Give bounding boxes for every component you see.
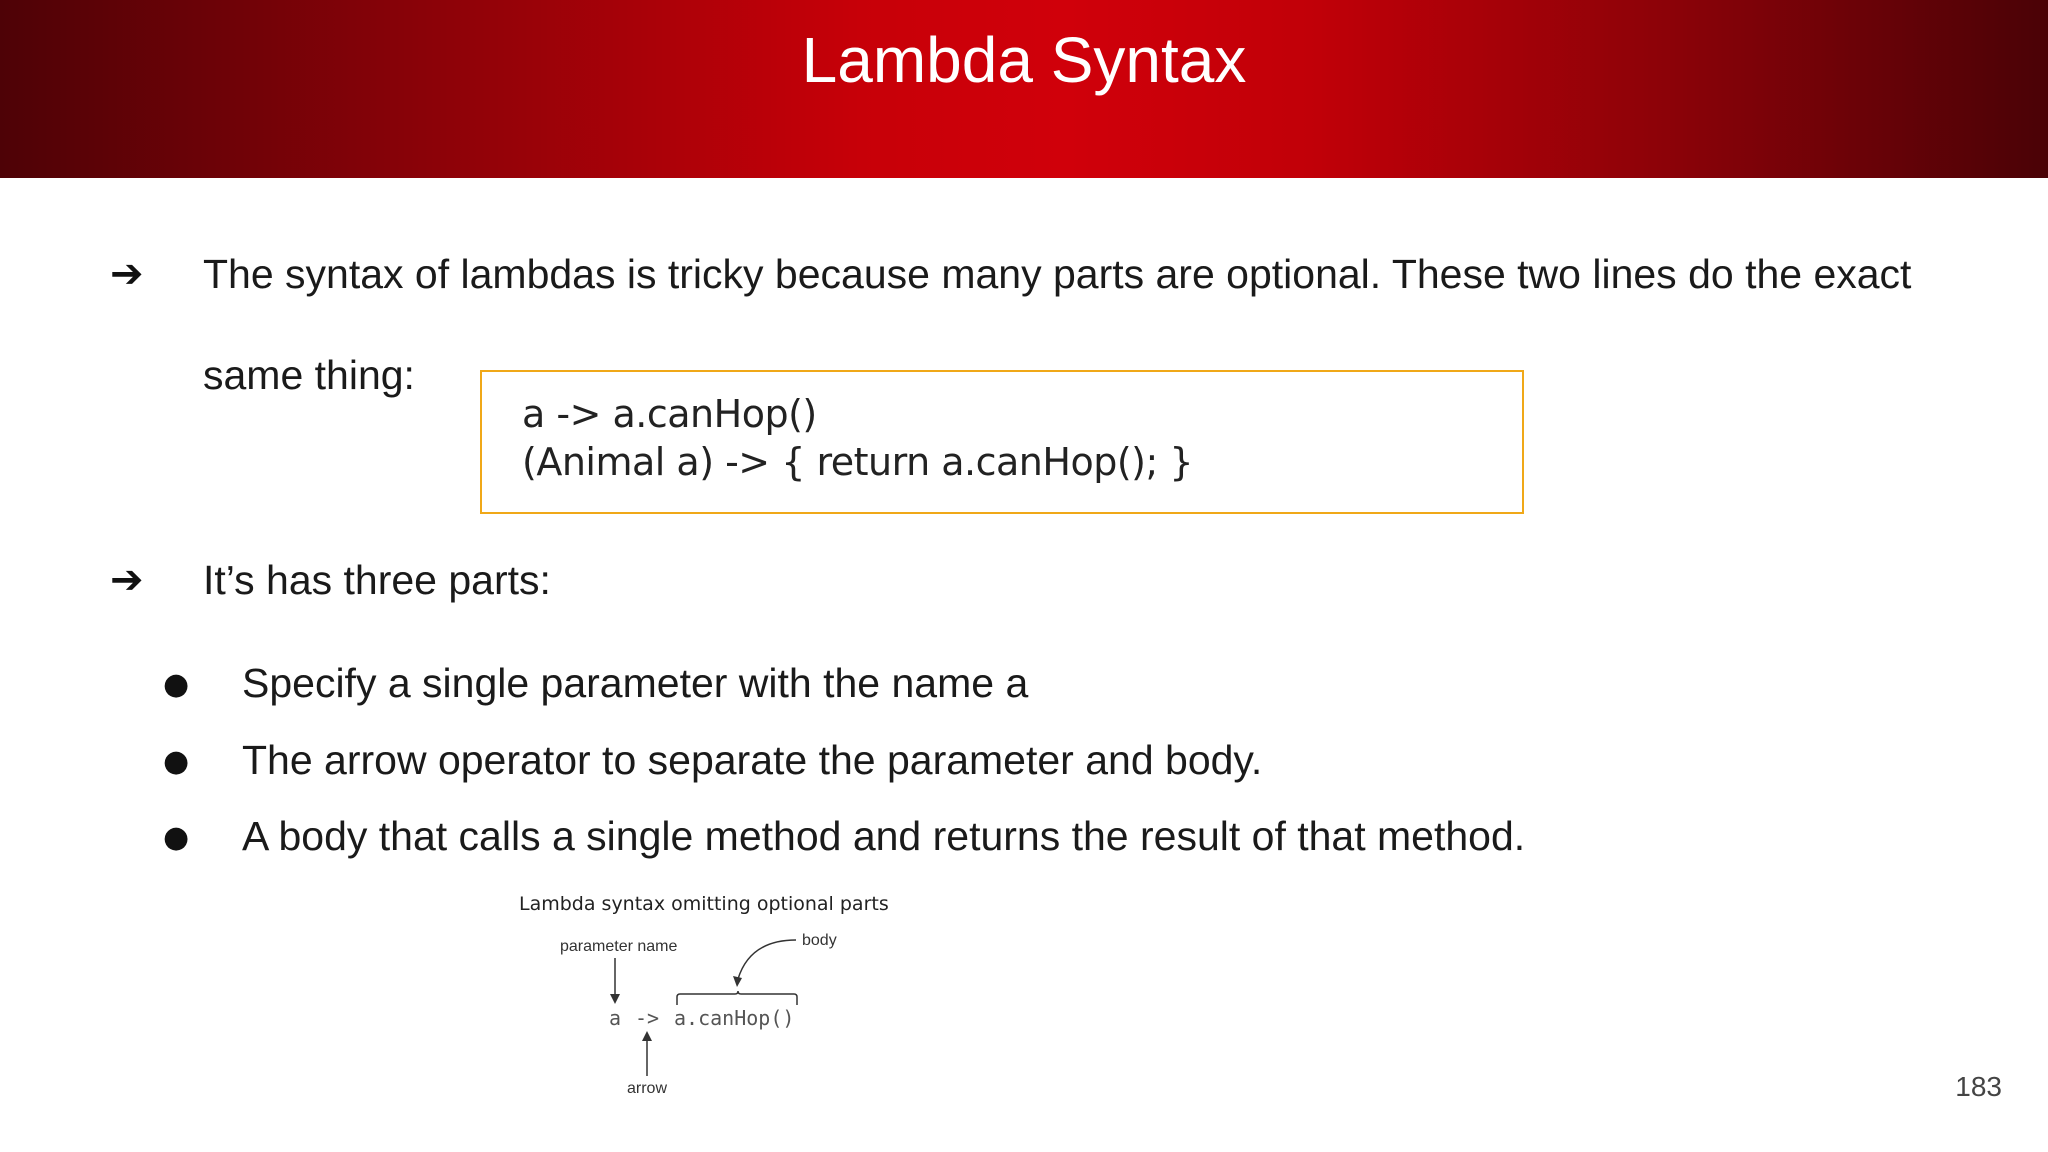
code-example-box [480,370,1524,514]
bullet-2-text: It’s has three parts: [203,557,551,603]
bullet-dot-icon: ● [163,744,190,779]
bullet-dot-icon: ● [163,667,190,702]
sub-bullet-2: The arrow operator to separate the parameter and body. [242,737,1263,783]
bullet-1-line-2: same thing: [203,352,415,398]
figure-annotation-lines [510,884,910,1104]
parameter-name-label: parameter name [560,938,678,955]
figure-code-body: a.canHop() [674,1006,795,1030]
arrow-bullet-icon: ➔ [110,251,144,297]
sub-bullet-1: Specify a single parameter with the name a [242,660,1029,706]
arrow-bullet-icon: ➔ [110,557,144,603]
curve-arrowhead-icon [733,976,742,987]
bullet-dot-icon: ● [163,820,190,855]
code-line-1: a -> a.canHop() [522,392,817,436]
bullet-1-line-1: The syntax of lambdas is tricky because many parts are optional. These two lines do the exact [203,251,1912,297]
lambda-syntax-figure [510,884,910,1104]
code-line-2: (Animal a) -> { return a.canHop(); } [522,440,1194,484]
page-number: 183 [1955,1071,2002,1102]
title-bar [0,0,2048,178]
body-brace [677,991,797,1005]
figure-caption: Lambda syntax omitting optional parts [519,893,889,915]
down-arrowhead-icon [610,994,620,1004]
figure-code-arrow: -> [635,1006,660,1030]
arrow-label: arrow [627,1080,668,1097]
body-pointer-curve [738,940,796,979]
sub-bullet-3: A body that calls a single method and returns the result of that method. [242,813,1526,859]
figure-code-param: a [609,1006,622,1030]
slide-title: Lambda Syntax [801,24,1247,96]
body-label: body [802,932,837,949]
up-arrowhead-icon [642,1031,652,1041]
